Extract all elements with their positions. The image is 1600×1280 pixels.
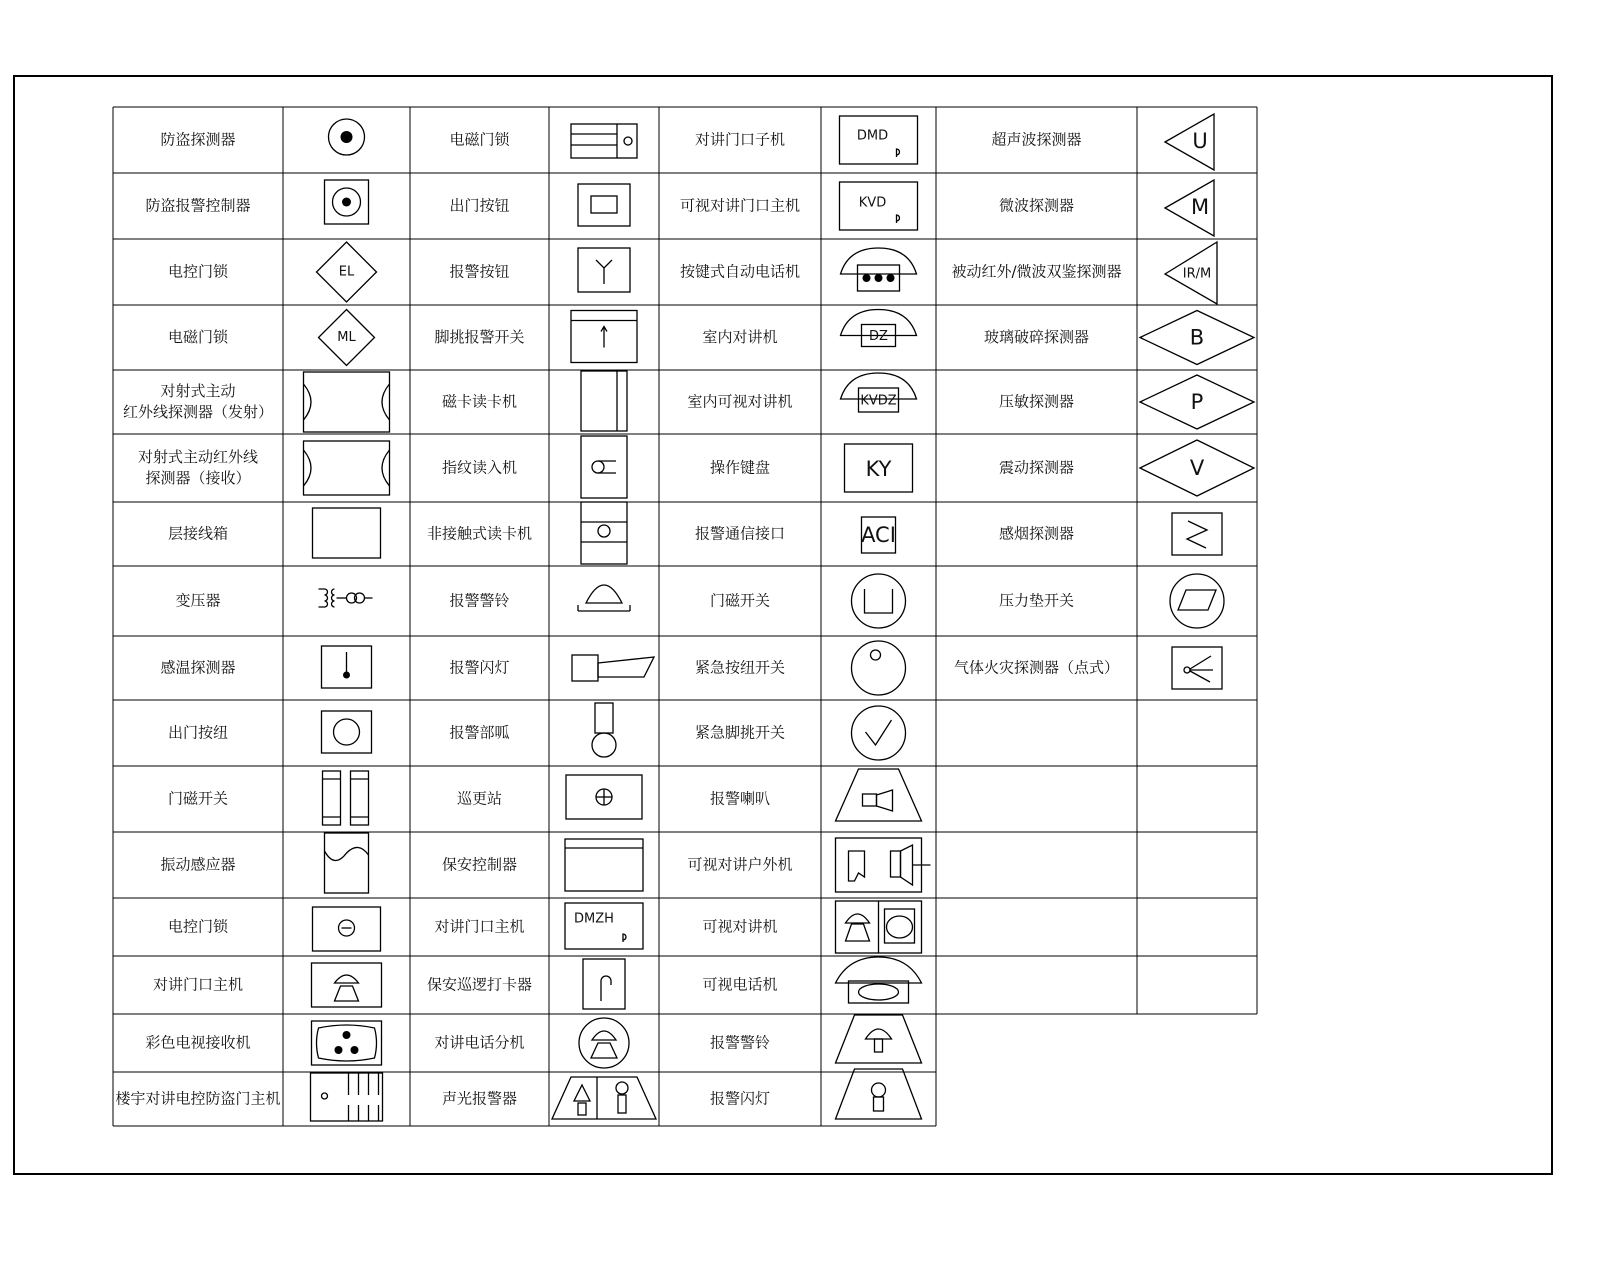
intercom-station-icon xyxy=(312,963,382,1007)
door-substation-dmd-icon xyxy=(840,116,918,164)
symbol-label: 对讲门口主机 xyxy=(434,917,525,936)
symbol-label: 可视对讲户外机 xyxy=(687,855,793,874)
symbol-label: 可视电话机 xyxy=(702,975,778,994)
symbol-label: 对讲门口主机 xyxy=(152,975,244,994)
symbol-label: 保安控制器 xyxy=(441,855,518,874)
strobe-trapezoid-icon xyxy=(836,1069,922,1119)
symbol-label: 非接触式读卡机 xyxy=(426,524,533,543)
symbol-code: B xyxy=(1189,325,1205,350)
symbol-label: 可视对讲门口主机 xyxy=(679,196,801,215)
symbol-label: 保安巡逻打卡器 xyxy=(426,975,533,994)
symbol-label: 振动感应器 xyxy=(160,855,236,874)
symbol-label: 室内对讲机 xyxy=(702,328,778,346)
color-tv-icon xyxy=(312,1021,382,1065)
keypad-phone-icon xyxy=(841,248,917,291)
square-circle-dot-icon xyxy=(325,180,369,224)
diamond-ml-icon xyxy=(319,310,375,366)
exit-button-square-icon xyxy=(578,184,630,226)
exit-button-circle-icon xyxy=(322,711,372,753)
transformer-icon xyxy=(319,589,373,607)
symbol-label: 报警闪灯 xyxy=(709,1089,771,1108)
vibration-sensor-icon xyxy=(325,833,369,893)
symbol-label: 电磁门锁 xyxy=(167,328,229,346)
video-intercom-icon xyxy=(836,901,922,953)
symbol-label: 探测器（接收） xyxy=(145,469,251,487)
ultrasonic-detector-icon xyxy=(1165,114,1214,170)
table-grid xyxy=(113,107,1257,1126)
alarm-speaker-icon xyxy=(836,769,922,821)
alarm-bell-trapezoid-icon xyxy=(836,1015,922,1063)
keyboard-ky-icon xyxy=(845,444,913,492)
symbol-label: 变压器 xyxy=(175,591,221,610)
indoor-video-intercom-kvdz-icon xyxy=(841,373,917,412)
label-layer xyxy=(115,128,1122,1108)
symbol-label: 门磁开关 xyxy=(709,591,771,610)
symbol-label: 对射式主动 xyxy=(160,382,236,400)
symbol-code: IR/M xyxy=(1182,266,1212,282)
symbol-code: KY xyxy=(865,457,892,481)
symbol-label: 紧急脚挑开关 xyxy=(694,723,786,742)
symbol-label: 超声波探测器 xyxy=(991,130,1082,149)
alarm-bell-icon xyxy=(578,585,630,611)
symbol-label: 报警喇叭 xyxy=(709,789,771,808)
video-phone-icon xyxy=(836,957,922,1003)
symbol-label: 玻璃破碎探测器 xyxy=(983,328,1090,346)
symbol-code: ML xyxy=(337,330,356,345)
diamond-el-icon xyxy=(317,242,377,302)
symbol-label: 对讲门口子机 xyxy=(694,130,786,149)
emergency-foot-switch-icon xyxy=(852,706,906,760)
symbol-label: 电控门锁 xyxy=(167,262,229,281)
symbol-code: KVDZ xyxy=(860,393,897,409)
shock-detector-icon xyxy=(1140,440,1254,496)
audio-visual-alarm-icon xyxy=(552,1077,656,1119)
glass-break-detector-icon xyxy=(1140,311,1254,365)
symbol-code: DMZH xyxy=(574,911,614,927)
pressure-detector-icon xyxy=(1140,375,1254,429)
smoke-detector-icon xyxy=(1172,513,1222,555)
symbol-label: 气体火灾探测器（点式） xyxy=(953,658,1120,677)
door-contact-circle-icon xyxy=(852,574,906,628)
symbol-label: 电控门锁 xyxy=(167,917,229,936)
symbol-label: 报警部呱 xyxy=(449,723,510,742)
symbol-label: 报警通信接口 xyxy=(694,524,786,543)
symbol-code: V xyxy=(1189,456,1205,480)
alarm-interface-aci-icon xyxy=(861,517,896,553)
symbol-label: 楼宇对讲电控防盗门主机 xyxy=(115,1089,281,1108)
symbol-label: 紧急按纽开关 xyxy=(694,658,786,677)
card-reader-icon xyxy=(581,371,627,431)
symbol-label: 门磁开关 xyxy=(167,789,229,808)
symbol-label: 操作键盘 xyxy=(709,458,771,477)
security-controller-icon xyxy=(565,839,643,891)
symbol-label: 出门按纽 xyxy=(167,723,229,742)
symbol-label: 电磁门锁 xyxy=(449,130,510,149)
symbol-code: DMD xyxy=(856,128,889,144)
symbol-label: 被动红外/微波双鉴探测器 xyxy=(951,262,1122,281)
symbol-label: 红外线探测器（发射） xyxy=(122,403,274,421)
symbol-label: 巡更站 xyxy=(456,789,503,808)
symbol-label: 压敏探测器 xyxy=(998,392,1075,411)
symbol-label: 报警按钮 xyxy=(449,262,510,281)
symbol-code: KVD xyxy=(858,195,887,211)
pressure-mat-icon xyxy=(1170,574,1224,628)
alarm-button-icon xyxy=(578,248,630,292)
fingerprint-reader-icon xyxy=(581,436,627,498)
electric-lock-icon xyxy=(313,907,381,951)
symbol-label: 防盗报警控制器 xyxy=(145,196,251,215)
symbol-label: 震动探测器 xyxy=(998,458,1075,477)
symbol-label: 室内可视对讲机 xyxy=(687,392,793,411)
foot-switch-icon xyxy=(571,311,637,363)
symbol-label: 脚挑报警开关 xyxy=(434,328,525,346)
symbol-label: 报警警铃 xyxy=(709,1033,771,1052)
microwave-detector-icon xyxy=(1165,180,1214,236)
ir-beam-receiver-icon xyxy=(304,441,390,495)
indoor-intercom-dz-icon xyxy=(841,310,917,347)
symbol-code: U xyxy=(1192,129,1208,153)
symbol-label: 感烟探测器 xyxy=(998,524,1075,543)
outdoor-video-unit-icon xyxy=(836,838,931,892)
symbol-label: 感温探测器 xyxy=(160,658,236,677)
door-contact-icon xyxy=(323,771,369,825)
building-intercom-icon xyxy=(311,1073,383,1121)
symbol-label: 报警警铃 xyxy=(449,591,510,610)
heat-detector-icon xyxy=(322,646,372,688)
symbol-label: 对射式主动红外线 xyxy=(137,448,259,466)
symbol-label: 层接线箱 xyxy=(167,524,229,543)
symbol-label: 按键式自动电话机 xyxy=(679,262,801,281)
symbol-label: 防盗探测器 xyxy=(160,130,236,149)
symbol-label: 微波探测器 xyxy=(998,196,1075,215)
symbol-label: 出门按钮 xyxy=(449,196,510,215)
video-door-station-kvd-icon xyxy=(840,182,918,230)
symbol-label: 磁卡读卡机 xyxy=(441,392,518,411)
phone-extension-icon xyxy=(579,1018,629,1068)
symbol-code: M xyxy=(1190,195,1210,219)
symbol-code: ACI xyxy=(861,523,896,547)
gas-fire-detector-icon xyxy=(1172,647,1222,689)
junction-box-icon xyxy=(313,508,381,558)
symbol-label: 对讲电话分机 xyxy=(434,1033,525,1052)
circle-dot-icon xyxy=(329,119,365,155)
symbol-label: 可视对讲机 xyxy=(702,917,778,936)
symbol-code: DZ xyxy=(869,329,888,344)
symbol-label: 压力垫开关 xyxy=(998,591,1075,610)
symbol-label: 报警闪灯 xyxy=(449,658,510,677)
door-intercom-dmzh-icon xyxy=(565,903,643,949)
contactless-reader-icon xyxy=(581,502,627,564)
patrol-clock-icon xyxy=(583,959,625,1009)
patrol-station-icon xyxy=(566,775,642,819)
symbol-code: P xyxy=(1190,390,1204,414)
magnetic-lock-icon xyxy=(571,124,637,158)
symbol-code: EL xyxy=(338,264,355,280)
symbol-label: 彩色电视接收机 xyxy=(145,1033,251,1052)
emergency-button-icon xyxy=(852,641,906,695)
dual-tech-detector-icon xyxy=(1165,242,1217,304)
alarm-horn-icon xyxy=(592,703,616,757)
ir-beam-transmitter-icon xyxy=(304,372,390,432)
symbol-label: 声光报警器 xyxy=(441,1089,518,1108)
strobe-light-icon xyxy=(572,655,654,681)
symbol-label: 指纹读入机 xyxy=(441,458,518,477)
